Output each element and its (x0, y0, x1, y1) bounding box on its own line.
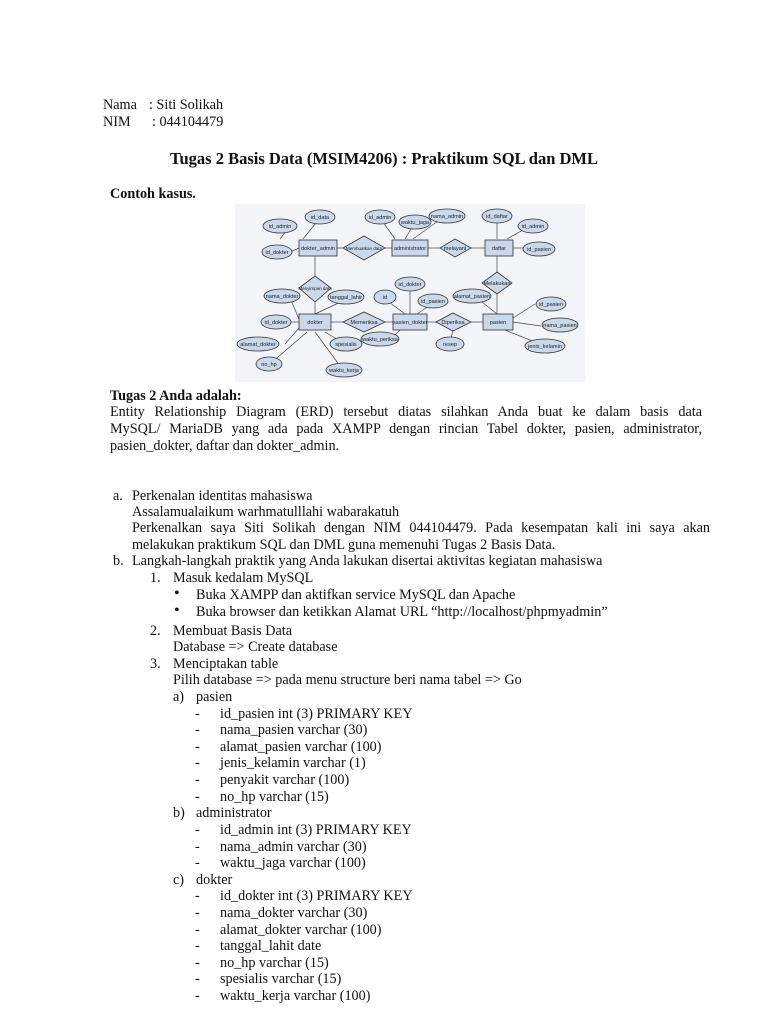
erd-attr: jenis_kelamin (528, 344, 562, 350)
document-title: Tugas 2 Basis Data (MSIM4206) : Praktikum SQL dan DML (170, 149, 598, 168)
table-marker: c) (173, 872, 185, 888)
table-field: - jenis_kelamin varchar (1) (220, 755, 366, 772)
erd-attr: alamat_pasien (453, 294, 491, 300)
erd-attr: id_pasien (527, 247, 551, 253)
table-field: - id_dokter int (3) PRIMARY KEY (220, 888, 413, 905)
erd-entity: pasien_dokter (392, 320, 428, 326)
erd-entity: administrator (393, 246, 427, 252)
section-b-title: Langkah-langkah praktik yang Anda lakukan disertai aktivitas kegiatan mahasiswa (132, 553, 603, 569)
erd-attr: id_admin (521, 224, 545, 230)
paragraph-line: MySQL/ MariaDB yang ada pada XAMPP dengan rincian Tabel dokter, pasien, administrator, (110, 421, 702, 437)
paragraph-line: pasien_dokter, daftar dan dokter_admin. (110, 438, 340, 454)
erd-attr: id_admin (368, 215, 392, 221)
erd-attr: waktu_periksa (362, 337, 398, 343)
table-name: pasien (196, 689, 233, 705)
erd-diagram (235, 204, 585, 382)
nama-label: Nama (103, 97, 137, 113)
erd-entity: pasien (489, 320, 507, 326)
contoh-heading: Contoh kasus. (110, 186, 196, 202)
erd-attr: id_pasien (539, 302, 563, 308)
table-name: dokter (196, 872, 233, 888)
section-a-greeting: Assalamualaikum warhmatulllahi wabarakatuh (132, 504, 400, 520)
table-field: - no_hp varchar (15) (220, 955, 329, 972)
table-field: - waktu_kerja varchar (100) (220, 988, 370, 1005)
table-field: - id_pasien int (3) PRIMARY KEY (220, 706, 413, 723)
erd-attr: waktu_jaga (400, 220, 430, 226)
paragraph-line: Entity Relationship Diagram (ERD) tersebut diatas silahkan Anda buat ke dalam basis data (110, 404, 702, 420)
table-field: - nama_dokter varchar (30) (220, 905, 367, 922)
step-title: Membuat Basis Data (173, 623, 292, 639)
nim-label: NIM (103, 114, 131, 130)
table-field: - nama_pasien varchar (30) (220, 722, 367, 739)
table-field: - alamat_dokter varchar (100) (220, 922, 382, 939)
table-marker: a) (173, 689, 185, 705)
table-field: - alamat_pasien varchar (100) (220, 739, 382, 756)
erd-relation: melayani (443, 246, 467, 252)
erd-attr: id_dokter (264, 320, 288, 326)
step-title: Menciptakan table (173, 656, 279, 672)
erd-relation: Melakukan (483, 281, 511, 287)
nama-value: : Siti Solikah (149, 97, 224, 113)
erd-relation: Diperiksa (441, 320, 465, 326)
erd-attr: resep (443, 342, 457, 348)
table-field: - no_hp varchar (15) (220, 789, 329, 806)
table-field: - waktu_jaga varchar (100) (220, 855, 366, 872)
erd-attr: id_daftar (486, 214, 508, 220)
erd-attr: id_admin (268, 224, 292, 230)
nim-value: : 044104479 (152, 114, 224, 130)
erd-attr: spesialis (335, 342, 357, 348)
step-detail: Database => Create database (173, 639, 338, 655)
section-b-marker: b. (113, 553, 124, 569)
erd-attr: id_dokter (265, 250, 289, 256)
erd-attr: nama_dokter (265, 294, 299, 300)
erd-attr: alamat_dokter (240, 342, 276, 348)
section-a-line1: Perkenalkan saya Siti Solikah dengan NIM 044104479. Pada kesempatan kali ini saya akan (132, 520, 710, 536)
step-number: 3. (150, 656, 161, 672)
table-field: - id_admin int (3) PRIMARY KEY (220, 822, 412, 839)
step-bullet: • Buka browser dan ketikkan Alamat URL “http://localhost/phpmyadmin” (196, 604, 608, 621)
section-a-marker: a. (113, 488, 123, 504)
erd-relation: Membuatkan data (345, 246, 383, 251)
erd-relation: Memeriksa (350, 320, 378, 326)
section-a-title: Perkenalan identitas mahasiswa (132, 488, 313, 504)
erd-attr: waktu_kerja (329, 368, 359, 374)
table-field: - spesialis varchar (15) (220, 971, 341, 988)
step-number: 1. (150, 570, 161, 586)
erd-attr: no_hp (261, 362, 277, 368)
table-field: - nama_admin varchar (30) (220, 839, 367, 856)
table-field: - tanggal_lahit date (220, 938, 321, 955)
step-number: 2. (150, 623, 161, 639)
tugas-heading: Tugas 2 Anda adalah: (110, 388, 242, 404)
erd-attr: nama_pasien (543, 323, 577, 329)
step-bullet: • Buka XAMPP dan aktifkan service MySQL dan Apache (196, 587, 515, 604)
section-a-line2: melakukan praktikum SQL dan DML guna memenuhi Tugas 2 Basis Data. (132, 537, 556, 553)
erd-attr: nama_admin (430, 214, 464, 220)
erd-entity: dokter (307, 320, 323, 326)
step-title: Masuk kedalam MySQL (173, 570, 314, 586)
erd-entity: daftar (491, 246, 507, 252)
erd-entity: dokter_admin (301, 246, 335, 252)
table-field: - penyakit varchar (100) (220, 772, 349, 789)
erd-attr: id_data (310, 215, 330, 221)
erd-attr: id_dokter (398, 282, 422, 288)
erd-attr: tanggal_lahir (329, 295, 363, 301)
erd-relation: Menyimpan data (298, 286, 332, 291)
erd-attr: id_pasien (421, 299, 445, 305)
erd-attr: id (382, 295, 388, 301)
table-marker: b) (173, 805, 185, 821)
step-detail: Pilih database => pada menu structure beri nama tabel => Go (173, 672, 522, 688)
table-name: administrator (196, 805, 272, 821)
